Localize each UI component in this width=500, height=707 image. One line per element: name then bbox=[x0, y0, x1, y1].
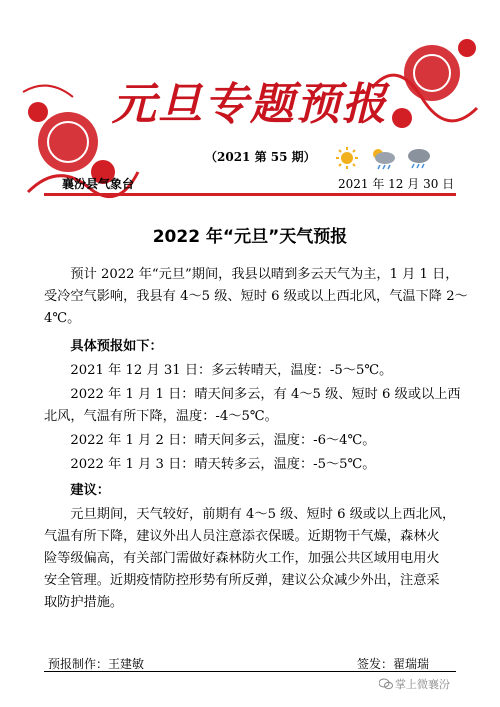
cloud-rain-icon bbox=[370, 146, 396, 170]
advice-line: 气温有所下降，建议外出人员注意添衣保暖。近期物干气燥，森林火 bbox=[44, 529, 440, 544]
forecast-line: 2022 年 1 月 2 日：晴天间多云，温度：-6～4℃。 bbox=[70, 433, 376, 448]
document-title: 2022 年“元旦”天气预报 bbox=[152, 227, 348, 247]
wechat-icon bbox=[379, 678, 393, 690]
forecast-line: 2022 年 1 月 1 日：晴天间多云，有 4～5 级、短时 6 级或以上西 bbox=[70, 387, 461, 402]
advice-line: 险等级偏高，有关部门需做好森林防火工作，加强公共区域用电用火 bbox=[44, 551, 440, 566]
advice-heading: 建议： bbox=[70, 483, 110, 498]
detail-heading: 具体预报如下： bbox=[70, 339, 163, 354]
forecast-line: 2021 年 12 月 31 日：多云转晴天，温度：-5～5℃。 bbox=[70, 363, 393, 378]
intro-line: 受冷空气影响，我县有 4～5 级、短时 6 级或以上西北风，气温下降 2～ bbox=[44, 289, 468, 304]
forecast-line: 2022 年 1 月 3 日：晴天转多云，温度：-5～5℃。 bbox=[70, 457, 376, 472]
forecast-line: 北风，气温有所下降，温度：-4～5℃。 bbox=[44, 409, 278, 424]
signer-credit: 签发：翟瑞瑞 bbox=[357, 657, 430, 671]
producer-credit: 预报制作：王建敏 bbox=[48, 657, 145, 671]
advice-line: 安全管理。近期疫情防控形势有所反弹，建议公众减少外出，注意采 bbox=[44, 573, 440, 588]
advice-line: 元旦期间，天气较好，前期有 4～5 级、短时 6 级或以上西北风， bbox=[70, 507, 456, 522]
advice-line: 取防护措施。 bbox=[44, 595, 124, 610]
intro-line: 预计 2022 年“元旦”期间，我县以晴到多云天气为主，1 月 1 日， bbox=[70, 267, 459, 282]
header-divider bbox=[44, 193, 456, 196]
intro-line: 4℃。 bbox=[44, 311, 81, 326]
watermark-text: 掌上微襄汾 bbox=[395, 678, 450, 691]
masthead-title: 元旦专题预报 bbox=[112, 79, 388, 130]
issue-number: （2021 第 55 期） bbox=[205, 150, 316, 164]
issue-date: 2021 年 12 月 30 日 bbox=[338, 177, 455, 191]
cloud-rain-icon bbox=[406, 146, 432, 170]
sun-icon bbox=[335, 146, 359, 170]
agency-name: 襄汾县气象台 bbox=[62, 177, 135, 191]
footer-divider bbox=[44, 671, 456, 672]
